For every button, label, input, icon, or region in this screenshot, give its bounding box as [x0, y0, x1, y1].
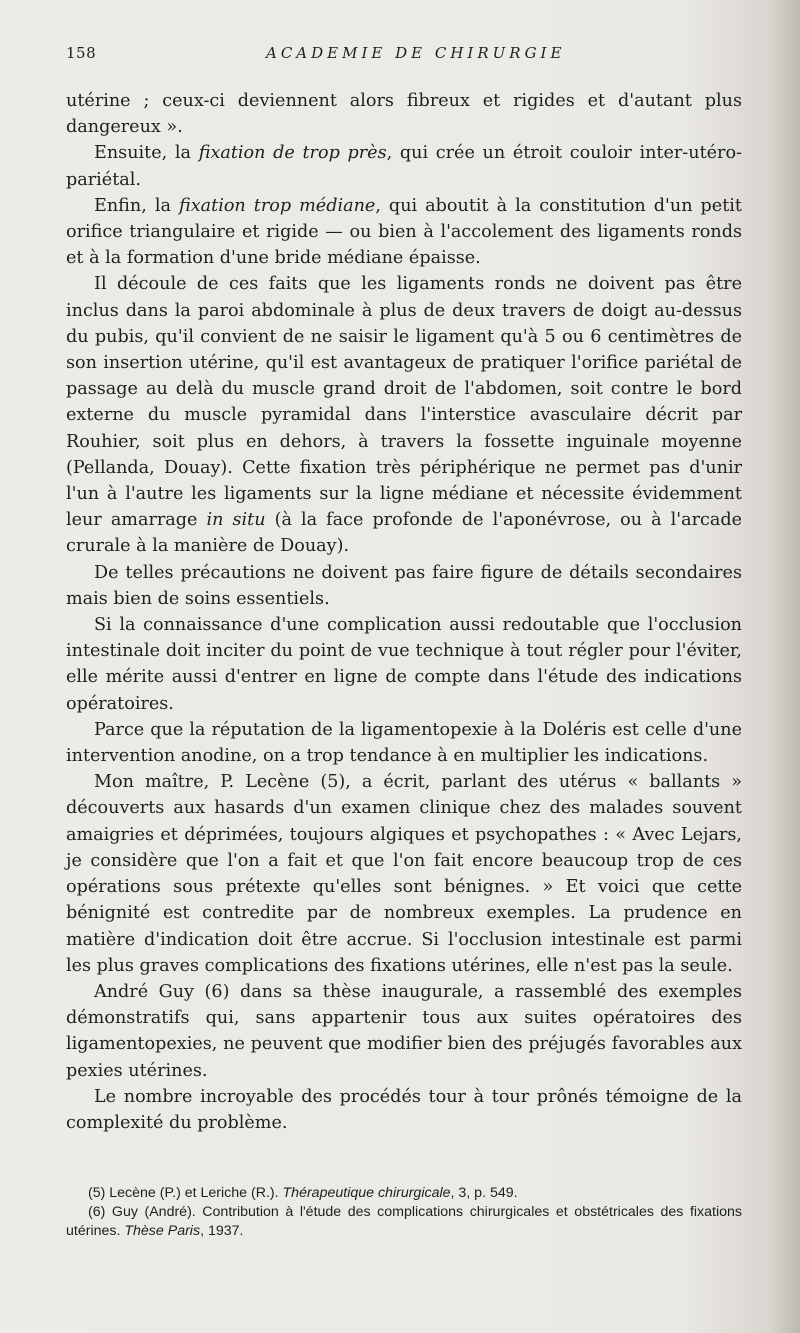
paragraph	[66, 1084, 742, 1136]
paragraph	[66, 140, 742, 192]
text-span: Si la connaissance d'une complication aussi redoutable que l'occlusion intestinale doit inciter du point de vue technique à tout régler pour l'éviter, elle mérite aussi d'entrer en ligne de compte dans l'étude des indications opératoires.	[66, 615, 742, 714]
footnotes	[66, 1184, 742, 1241]
page-header	[66, 44, 756, 68]
paragraph	[66, 560, 742, 612]
page-number: 158	[66, 44, 97, 62]
body-text	[66, 88, 742, 1136]
paragraph	[66, 612, 742, 717]
paragraph	[66, 979, 742, 1084]
text-span: , 1937.	[200, 1223, 244, 1239]
text-span: (6) Guy (André). Contribution à l'étude des complications chirurgicales et obstétricales des fixations utérines.	[66, 1204, 742, 1239]
text-span: Enfin, la	[94, 195, 179, 216]
italic-text: fixation de trop près	[198, 143, 387, 164]
italic-text: Thèse Paris	[124, 1223, 201, 1239]
text-span: Ensuite, la	[94, 143, 199, 164]
running-title: ACADEMIE DE CHIRURGIE	[266, 44, 566, 62]
text-span: , qui crée un étroit couloir inter-utéro-pariétal.	[66, 143, 742, 190]
text-span: (à la face profonde de l'aponévrose, ou à l'arcade crurale à la manière de Douay).	[66, 510, 742, 557]
footnote	[66, 1184, 742, 1203]
text-span: André Guy (6) dans sa thèse inaugurale, a rassemblé des exemples démonstratifs qui, sans appartenir tous aux suites opératoires des ligamentopexies, ne peuvent que modifier bien des préjugés favorables aux pexies utérines.	[66, 981, 742, 1081]
italic-text: in situ	[206, 510, 266, 531]
text-span: Le nombre incroyable des procédés tour à tour prônés témoigne de la complexité du problème.	[66, 1086, 742, 1133]
italic-text: Thérapeutique chirurgicale	[282, 1185, 451, 1201]
text-span: (5) Lecène (P.) et Leriche (R.).	[88, 1185, 283, 1201]
paragraph	[66, 769, 742, 979]
text-span: De telles précautions ne doivent pas faire figure de détails secondaires mais bien de soins essentiels.	[66, 562, 742, 609]
text-span: Il découle de ces faits que les ligaments ronds ne doivent pas être inclus dans la paroi abdominale à plus de deux travers de doigt au-dessus du pubis, qu'il convient de ne saisir le ligament qu'à 5 ou 6 centimètres de son insertion utérine, qu'il est avantageux de pratiquer l'orifice pariétal de passage au delà du muscle grand droit de l'abdomen, soit contre le bord externe du muscle pyramidal dans l'interstice avasculaire décrit par Rouhier, soit plus en dehors, à travers la fossette inguinale moyenne (Pellanda, Douay). Cette fixation très périphérique ne permet pas d'unir l'un à l'autre les ligaments sur la ligne médiane et nécessite évidemment leur amarrage	[66, 274, 742, 531]
text-span: Parce que la réputation de la ligamentopexie à la Doléris est celle d'une intervention anodine, on a trop tendance à en multiplier les indications.	[66, 719, 742, 767]
text-span: Mon maître, P. Lecène (5), a écrit, parlant des utérus « ballants » découverts aux hasards d'un examen clinique chez des malades souvent amaigries et déprimées, toujours algiques et psychopathes : « Avec Lejars, je considère que l'on a fait et que l'on fait encore beaucoup trop de ces opérations sous prétexte qu'elles sont bénignes. » Et voici que cette bénignité est contredite par de nombreux exemples. La prudence en matière d'indication doit être accrue. Si l'occlusion intestinale est parmi les plus graves complications des fixations utérines, elle n'est pas la seule.	[66, 772, 742, 976]
paragraph	[66, 717, 742, 769]
text-span: utérine ; ceux-ci deviennent alors fibreux et rigides et d'autant plus dangereux ».	[66, 91, 742, 138]
italic-text: fixation trop médiane	[178, 195, 376, 216]
paragraph	[66, 193, 742, 272]
paragraph	[66, 271, 742, 559]
text-span: , qui aboutit à la constitution d'un petit orifice triangulaire et rigide — ou bien à l'accolement des ligaments ronds et à la formation d'une bride médiane épaisse.	[66, 195, 742, 269]
text-span: , 3, p. 549.	[450, 1185, 518, 1201]
footnote	[66, 1203, 742, 1241]
paragraph	[66, 88, 742, 140]
